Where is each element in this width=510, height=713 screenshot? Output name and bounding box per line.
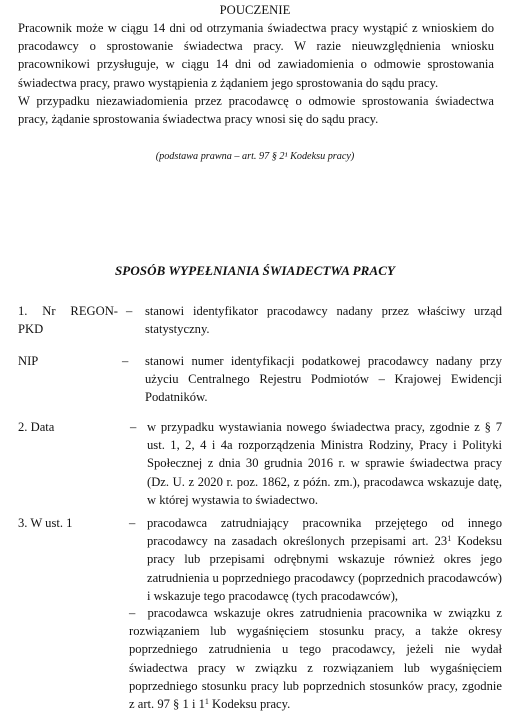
instruction-term: 1. Nr REGON-PKD [18, 304, 118, 337]
notice-paragraph: Pracownik może w ciągu 14 dni od otrzymania świadectwa pracy wystąpić z wnioskiem do pracodawcy o sprostowanie świadectwa pracy. W razie nieuwzględnienia wniosku pracownikowi przysługuje, w ciągu 14 dni od zawiadomienia o odmowie sprostowania świadectwa pracy, prawo wystąpienia z żądaniem jego sprostowania do sądu pracy. [18, 21, 494, 90]
instruction-term: 2. Data [18, 420, 55, 434]
instruction-term: NIP [18, 354, 39, 368]
text-part: pracodawca zatrudniający pracownika przejętego od innego pracodawcy na zasadach określonych przepisami art. 23 [147, 516, 502, 549]
superscript: 1 [204, 697, 209, 707]
instructions-title: SPOSÓB WYPEŁNIANIA ŚWIADECTWA PRACY [114, 263, 396, 278]
instruction-text: w przypadku wystawiania nowego świadectwa pracy, zgodnie z § 7 ust. 1, 2, 4 i 4a rozporządzenia Ministra Rodziny, Pracy i Polityki Społecznej z dnia 30 grudnia 2016 r. w sprawie świadectwa pracy (Dz. U. z 2020 r. poz. 1862, z późn. zm.), pracodawca wskazuje datę, w której wystawia to świadectwo. [147, 420, 502, 507]
notice-title: POUCZENIE [219, 3, 291, 17]
legal-basis-note: (podstawa prawna – art. 97 § 2¹ Kodeksu pracy) [155, 151, 355, 162]
text-part: Kodeksu pracy. [208, 697, 291, 712]
dash-marker: – [122, 354, 129, 368]
instruction-text: stanowi numer identyfikacji podatkowej pracodawcy nadany przy użyciu Centralnego Rejestru Podmiotów – Krajowej Ewidencji Podatników. [145, 354, 502, 405]
dash-marker: – [126, 304, 133, 318]
dash-marker: – [130, 420, 137, 434]
text-part: pracodawca wskazuje okres zatrudnienia pracownika w związku z rozwiązaniem lub wygaśnięciem stosunku pracy, a także okresy poprzedniego zatrudnienia u tego pracodawcy, jeżeli nie wydał świadectwa pracy w związku z rozwiązaniem lub wygaśnięciem poprzedniego stosunku pracy lub poprzednich stosunków pracy, zgodnie z art. 97 § 1 i 1 [129, 606, 502, 712]
text-part: Kodeksu pracy lub przepisami odrębnymi wskazuje również okres jego zatrudnienia u poprzedniego pracodawcy (poprzednich pracodawców) i wskazuje tego pracodawcę (tych pracodawców), [147, 534, 503, 603]
dash-marker: – [129, 606, 136, 620]
instruction-text: stanowi identyfikator pracodawcy nadany przez właściwy urząd statystyczny. [145, 304, 502, 337]
notice-body [18, 19, 494, 128]
dash-marker: – [129, 516, 136, 530]
instruction-term: 3. W ust. 1 [18, 516, 73, 530]
instruction-text [147, 514, 502, 605]
notice-paragraph: W przypadku niezawiadomienia przez pracodawcę o odmowie sprostowania świadectwa pracy, żądanie sprostowania świadectwa pracy wnosi się do sądu pracy. [18, 93, 494, 127]
superscript: 1 [447, 534, 452, 544]
